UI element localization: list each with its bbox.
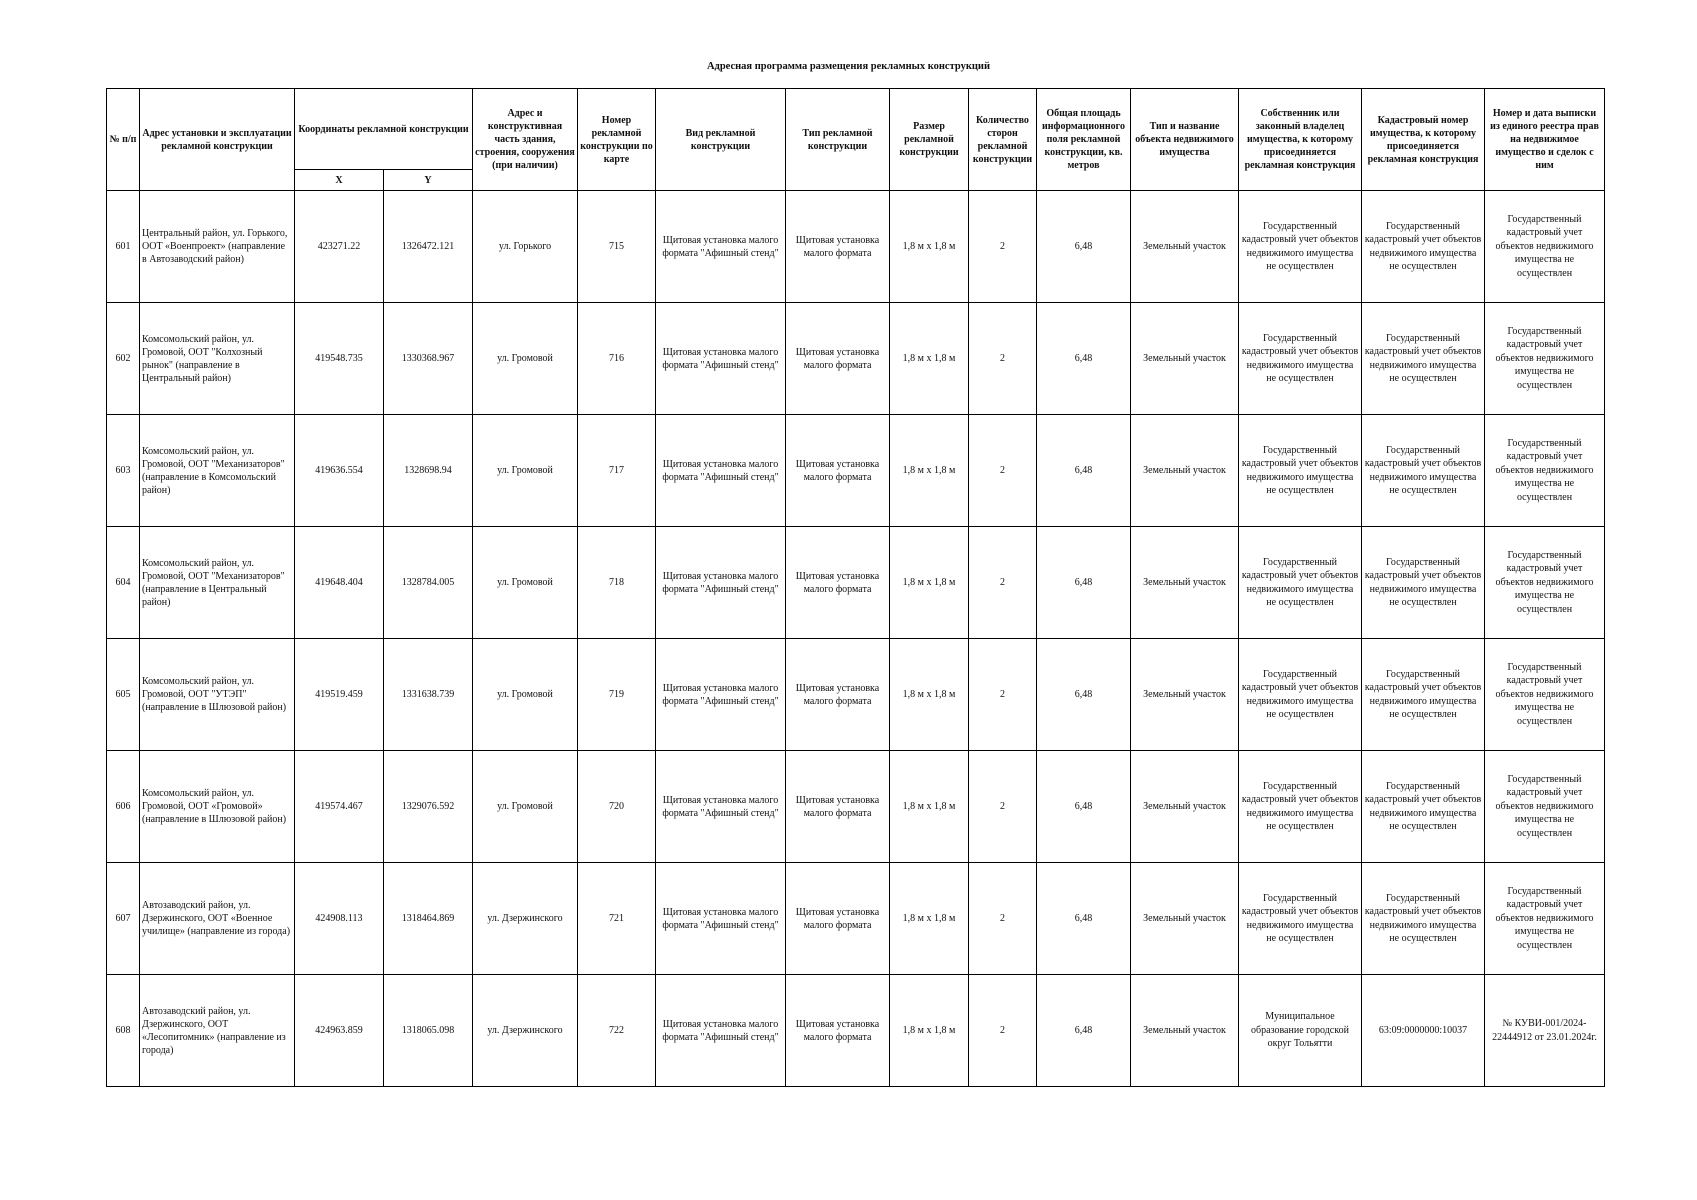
- cell-type: Щитовая установка малого формата: [786, 975, 890, 1087]
- cell-address: Комсомольский район, ул. Громовой, ООТ "Механизаторов" (направление в Комсомольский район): [140, 415, 295, 527]
- cell-area: 6,48: [1037, 863, 1131, 975]
- cell-y: 1326472.121: [384, 191, 473, 303]
- header-object: Тип и название объекта недвижимого имущества: [1131, 89, 1239, 191]
- cell-sides: 2: [969, 527, 1037, 639]
- cell-kind: Щитовая установка малого формата "Афишный стенд": [656, 415, 786, 527]
- cell-map-no: 720: [578, 751, 656, 863]
- cell-map-no: 719: [578, 639, 656, 751]
- cell-address: Автозаводский район, ул. Дзержинского, ООТ «Военное училище» (направление из города): [140, 863, 295, 975]
- cell-address: Комсомольский район, ул. Громовой, ООТ "Механизаторов" (направление в Центральный район): [140, 527, 295, 639]
- cell-registry: № КУВИ-001/2024-22444912 от 23.01.2024г.: [1485, 975, 1605, 1087]
- header-x: X: [295, 170, 384, 191]
- header-registry: Номер и дата выписки из единого реестра прав на недвижимое имущество и сделок с ним: [1485, 89, 1605, 191]
- cell-y: 1328698.94: [384, 415, 473, 527]
- cell-size: 1,8 м х 1,8 м: [890, 751, 969, 863]
- cell-owner: Государственный кадастровый учет объектов недвижимого имущества не осуществлен: [1239, 415, 1362, 527]
- cell-size: 1,8 м х 1,8 м: [890, 303, 969, 415]
- cell-num: 608: [107, 975, 140, 1087]
- cell-building: ул. Горького: [473, 191, 578, 303]
- cell-num: 605: [107, 639, 140, 751]
- table-row: [107, 863, 1605, 975]
- cell-building: ул. Громовой: [473, 527, 578, 639]
- cell-y: 1318065.098: [384, 975, 473, 1087]
- cell-type: Щитовая установка малого формата: [786, 191, 890, 303]
- cell-x: 424908.113: [295, 863, 384, 975]
- cell-x: 419636.554: [295, 415, 384, 527]
- table-row: [107, 303, 1605, 415]
- cell-kind: Щитовая установка малого формата "Афишный стенд": [656, 191, 786, 303]
- cell-address: Комсомольский район, ул. Громовой, ООТ "Колхозный рынок" (направление в Центральный район): [140, 303, 295, 415]
- cell-building: ул. Дзержинского: [473, 975, 578, 1087]
- cell-registry: Государственный кадастровый учет объектов недвижимого имущества не осуществлен: [1485, 639, 1605, 751]
- cell-registry: Государственный кадастровый учет объектов недвижимого имущества не осуществлен: [1485, 527, 1605, 639]
- cell-building: ул. Громовой: [473, 751, 578, 863]
- cell-map-no: 718: [578, 527, 656, 639]
- cell-cadastre: Государственный кадастровый учет объектов недвижимого имущества не осуществлен: [1362, 191, 1485, 303]
- cell-registry: Государственный кадастровый учет объектов недвижимого имущества не осуществлен: [1485, 863, 1605, 975]
- cell-type: Щитовая установка малого формата: [786, 639, 890, 751]
- cell-y: 1329076.592: [384, 751, 473, 863]
- table-body: [107, 191, 1605, 1087]
- cell-num: 607: [107, 863, 140, 975]
- table-row: [107, 975, 1605, 1087]
- cell-area: 6,48: [1037, 191, 1131, 303]
- cell-area: 6,48: [1037, 415, 1131, 527]
- cell-owner: Государственный кадастровый учет объектов недвижимого имущества не осуществлен: [1239, 527, 1362, 639]
- cell-x: 419548.735: [295, 303, 384, 415]
- cell-owner: Муниципальное образование городской округ Тольятти: [1239, 975, 1362, 1087]
- cell-object: Земельный участок: [1131, 303, 1239, 415]
- cell-sides: 2: [969, 303, 1037, 415]
- cell-kind: Щитовая установка малого формата "Афишный стенд": [656, 751, 786, 863]
- cell-address: Комсомольский район, ул. Громовой, ООТ «Громовой» (направление в Шлюзовой район): [140, 751, 295, 863]
- header-size: Размер рекламной конструкции: [890, 89, 969, 191]
- cell-x: 419574.467: [295, 751, 384, 863]
- cell-address: Комсомольский район, ул. Громовой, ООТ "УТЭП" (направление в Шлюзовой район): [140, 639, 295, 751]
- cell-map-no: 721: [578, 863, 656, 975]
- cell-y: 1328784.005: [384, 527, 473, 639]
- cell-type: Щитовая установка малого формата: [786, 527, 890, 639]
- cell-sides: 2: [969, 415, 1037, 527]
- cell-registry: Государственный кадастровый учет объектов недвижимого имущества не осуществлен: [1485, 751, 1605, 863]
- cell-registry: Государственный кадастровый учет объектов недвижимого имущества не осуществлен: [1485, 303, 1605, 415]
- cell-building: ул. Громовой: [473, 303, 578, 415]
- cell-cadastre: Государственный кадастровый учет объектов недвижимого имущества не осуществлен: [1362, 303, 1485, 415]
- cell-address: Центральный район, ул. Горького, ООТ «Военпроект» (направление в Автозаводский район): [140, 191, 295, 303]
- table-row: [107, 415, 1605, 527]
- cell-sides: 2: [969, 639, 1037, 751]
- cell-size: 1,8 м х 1,8 м: [890, 527, 969, 639]
- cell-num: 601: [107, 191, 140, 303]
- table-row: [107, 191, 1605, 303]
- cell-object: Земельный участок: [1131, 751, 1239, 863]
- cell-map-no: 722: [578, 975, 656, 1087]
- cell-sides: 2: [969, 975, 1037, 1087]
- cell-area: 6,48: [1037, 527, 1131, 639]
- cell-kind: Щитовая установка малого формата "Афишный стенд": [656, 975, 786, 1087]
- cell-sides: 2: [969, 191, 1037, 303]
- cell-map-no: 715: [578, 191, 656, 303]
- cell-area: 6,48: [1037, 303, 1131, 415]
- cell-x: 419648.404: [295, 527, 384, 639]
- cell-object: Земельный участок: [1131, 191, 1239, 303]
- cell-object: Земельный участок: [1131, 639, 1239, 751]
- header-y: Y: [384, 170, 473, 191]
- cell-map-no: 716: [578, 303, 656, 415]
- cell-num: 604: [107, 527, 140, 639]
- cell-x: 423271.22: [295, 191, 384, 303]
- cell-type: Щитовая установка малого формата: [786, 751, 890, 863]
- document-title: Адресная программа размещения рекламных конструкций: [706, 61, 991, 72]
- cell-owner: Государственный кадастровый учет объектов недвижимого имущества не осуществлен: [1239, 303, 1362, 415]
- cell-kind: Щитовая установка малого формата "Афишный стенд": [656, 527, 786, 639]
- cell-owner: Государственный кадастровый учет объектов недвижимого имущества не осуществлен: [1239, 191, 1362, 303]
- header-type: Тип рекламной конструкции: [786, 89, 890, 191]
- cell-registry: Государственный кадастровый учет объектов недвижимого имущества не осуществлен: [1485, 415, 1605, 527]
- table-row: [107, 751, 1605, 863]
- cell-building: ул. Громовой: [473, 639, 578, 751]
- table-row: [107, 527, 1605, 639]
- cell-num: 603: [107, 415, 140, 527]
- cell-type: Щитовая установка малого формата: [786, 303, 890, 415]
- cell-y: 1331638.739: [384, 639, 473, 751]
- cell-building: ул. Громовой: [473, 415, 578, 527]
- cell-cadastre: 63:09:0000000:10037: [1362, 975, 1485, 1087]
- cell-kind: Щитовая установка малого формата "Афишный стенд": [656, 303, 786, 415]
- cell-area: 6,48: [1037, 751, 1131, 863]
- header-building: Адрес и конструктивная часть здания, строения, сооружения (при наличии): [473, 89, 578, 191]
- cell-owner: Государственный кадастровый учет объектов недвижимого имущества не осуществлен: [1239, 639, 1362, 751]
- cell-registry: Государственный кадастровый учет объектов недвижимого имущества не осуществлен: [1485, 191, 1605, 303]
- advertising-program-table: [106, 88, 1605, 1087]
- cell-x: 424963.859: [295, 975, 384, 1087]
- cell-y: 1330368.967: [384, 303, 473, 415]
- cell-cadastre: Государственный кадастровый учет объектов недвижимого имущества не осуществлен: [1362, 415, 1485, 527]
- header-kind: Вид рекламной конструкции: [656, 89, 786, 191]
- cell-object: Земельный участок: [1131, 975, 1239, 1087]
- cell-object: Земельный участок: [1131, 527, 1239, 639]
- cell-kind: Щитовая установка малого формата "Афишный стенд": [656, 863, 786, 975]
- cell-sides: 2: [969, 863, 1037, 975]
- cell-size: 1,8 м х 1,8 м: [890, 863, 969, 975]
- cell-building: ул. Дзержинского: [473, 863, 578, 975]
- cell-size: 1,8 м х 1,8 м: [890, 191, 969, 303]
- cell-type: Щитовая установка малого формата: [786, 415, 890, 527]
- cell-object: Земельный участок: [1131, 863, 1239, 975]
- cell-num: 606: [107, 751, 140, 863]
- cell-address: Автозаводский район, ул. Дзержинского, ООТ «Лесопитомник» (направление из города): [140, 975, 295, 1087]
- cell-owner: Государственный кадастровый учет объектов недвижимого имущества не осуществлен: [1239, 863, 1362, 975]
- cell-map-no: 717: [578, 415, 656, 527]
- cell-x: 419519.459: [295, 639, 384, 751]
- header-address: Адрес установки и эксплуатации рекламной конструкции: [140, 89, 295, 191]
- cell-size: 1,8 м х 1,8 м: [890, 639, 969, 751]
- cell-kind: Щитовая установка малого формата "Афишный стенд": [656, 639, 786, 751]
- header-map-no: Номер рекламной конструкции по карте: [578, 89, 656, 191]
- table-row: [107, 639, 1605, 751]
- cell-object: Земельный участок: [1131, 415, 1239, 527]
- cell-cadastre: Государственный кадастровый учет объектов недвижимого имущества не осуществлен: [1362, 863, 1485, 975]
- header-sides: Количество сторон рекламной конструкции: [969, 89, 1037, 191]
- header-num: № п/п: [107, 89, 140, 191]
- cell-type: Щитовая установка малого формата: [786, 863, 890, 975]
- header-area: Общая площадь информационного поля рекламной конструкции, кв. метров: [1037, 89, 1131, 191]
- cell-area: 6,48: [1037, 975, 1131, 1087]
- header-coords: Координаты рекламной конструкции: [295, 89, 473, 170]
- cell-y: 1318464.869: [384, 863, 473, 975]
- header-owner: Собственник или законный владелец имущества, к которому присоединяется рекламная конструкция: [1239, 89, 1362, 191]
- header-cadastre: Кадастровый номер имущества, к которому присоединяется рекламная конструкция: [1362, 89, 1485, 191]
- cell-size: 1,8 м х 1,8 м: [890, 975, 969, 1087]
- cell-owner: Государственный кадастровый учет объектов недвижимого имущества не осуществлен: [1239, 751, 1362, 863]
- cell-cadastre: Государственный кадастровый учет объектов недвижимого имущества не осуществлен: [1362, 527, 1485, 639]
- cell-cadastre: Государственный кадастровый учет объектов недвижимого имущества не осуществлен: [1362, 639, 1485, 751]
- cell-sides: 2: [969, 751, 1037, 863]
- cell-num: 602: [107, 303, 140, 415]
- cell-cadastre: Государственный кадастровый учет объектов недвижимого имущества не осуществлен: [1362, 751, 1485, 863]
- cell-area: 6,48: [1037, 639, 1131, 751]
- cell-size: 1,8 м х 1,8 м: [890, 415, 969, 527]
